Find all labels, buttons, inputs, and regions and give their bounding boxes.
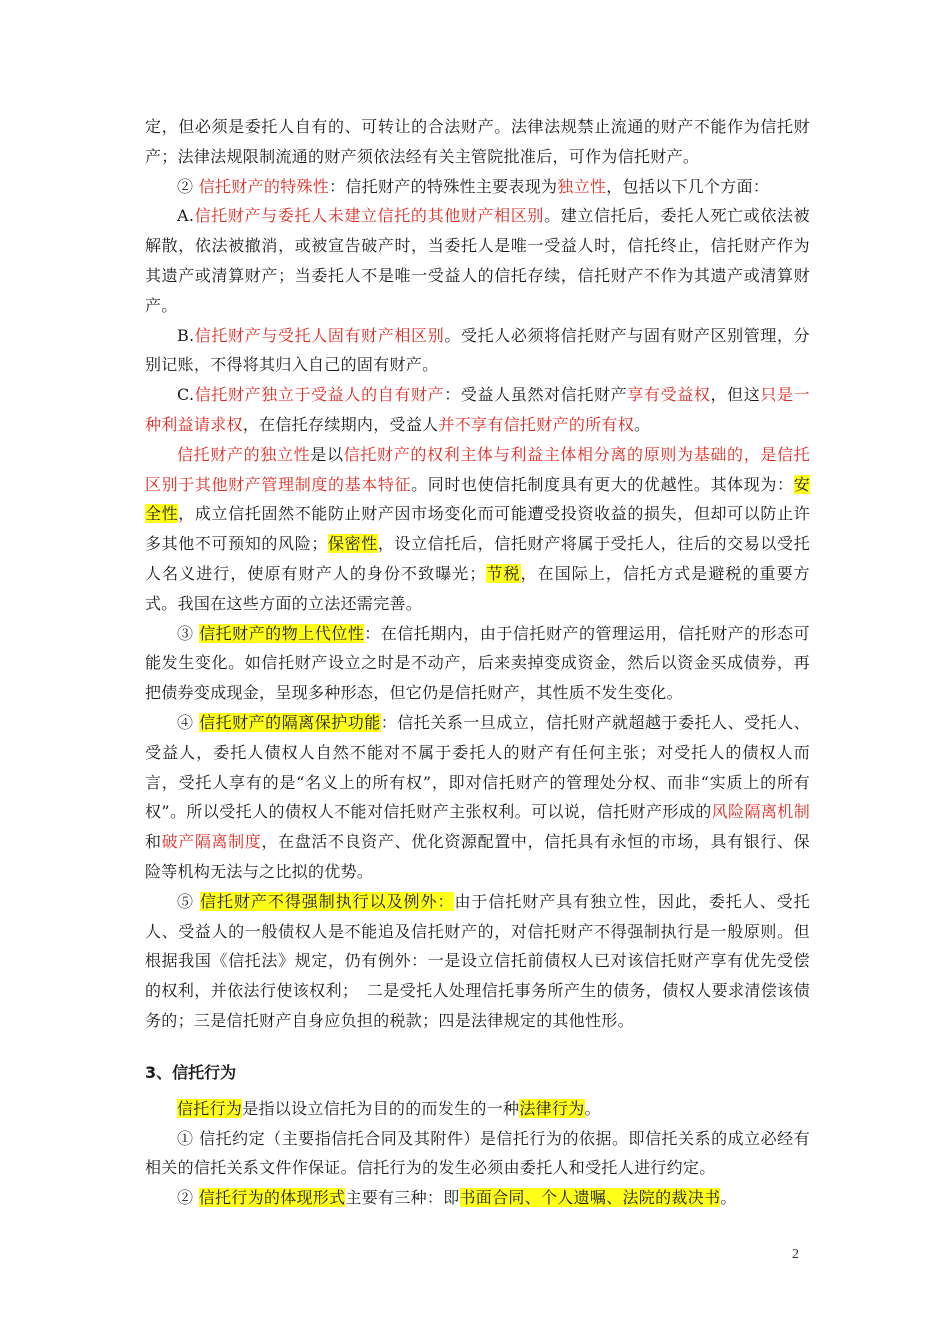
highlight-term: 信托行为 <box>177 1098 243 1118</box>
paragraph-isolation: ④ 信托财产的隔离保护功能：信托关系一旦成立，信托财产就超越于委托人、受托人、受益人，委托人债权人自然不能对不属于委托人的财产有任何主张；对受托人的债权人而言，受托人享有的是“名义上的所有权”，即对信托财产的管理处分权、而非“实质上的所有权”。所以受托人的债权人不能对信托财产主张权利。可以说，信托财产形成的风险隔离机制和破产隔离制度，在盘活不良资产、优化资源配置中，信托具有永恒的市场，具有银行、保险等机构无法与之比拟的优势。 <box>145 712 810 881</box>
red-emphasis: 信托财产独立于受益人的自有财产 <box>194 385 445 405</box>
section-heading-trust-act: 3、信托行为 <box>145 1062 237 1082</box>
page-body <box>145 112 810 1213</box>
paragraph-trust-agreement: ① 信托约定（主要指信托合同及其附件）是信托行为的依据。即信托关系的成立必经有相关的信托关系文件作保证。信托行为的发生必须由委托人和受托人进行约定。 <box>145 1128 810 1178</box>
highlight-confidentiality: 保密性 <box>327 534 378 554</box>
paragraph-enforcement: ⑤ 信托财产不得强制执行以及例外：由于信托财产具有独立性，因此，委托人、受托人、受益人的一般债权人是不能追及信托财产的，对信托财产不得强制执行是一般原则。但根据我国《信托法》规定，仍有例外：一是设立信托前债权人已对该信托财产享有优先受偿的权利，并依法行使该权利； 二是受托人处理信托事务所产生的债务，债权人要求清偿该债务的；三是信托财产自身应负担的税款；四是法律规定的其他性形。 <box>145 891 810 1030</box>
red-emphasis: 信托财产的特殊性 <box>198 176 330 196</box>
red-emphasis: 享有受益权 <box>627 385 711 405</box>
page-number: 2 <box>792 1247 799 1262</box>
paragraph-property-legality: 定，但必须是委托人自有的、可转让的合法财产。法律法规禁止流通的财产不能作为信托财产；法律法规限制流通的财产须依法经有关主管院批准后，可作为信托财产。 <box>145 117 810 166</box>
paragraph-item-b: B.信托财产与受托人固有财产相区别。受托人必须将信托财产与固有财产区别管理，分别记账，不得将其归入自己的固有财产。 <box>145 325 810 375</box>
red-emphasis: 并不享有信托财产的所有权 <box>438 414 635 434</box>
paragraph-item-a: A.信托财产与委托人未建立信托的其他财产相区别。建立信托后，委托人死亡或依法被解散，依法被撤消，或被宣告破产时，当委托人是唯一受益人时，信托终止，信托财产作为其遗产或清算财产；当委托人不是唯一受益人的信托存续，信托财产不作为其遗产或清算财产。 <box>145 206 810 315</box>
red-emphasis: 独立性 <box>557 176 607 196</box>
red-emphasis: 信托财产与委托人未建立信托的其他财产相区别 <box>194 206 545 226</box>
highlight-term: 信托行为的体现形式 <box>198 1188 346 1208</box>
highlight-tax: 节税 <box>485 563 521 583</box>
highlight-term: 信托财产的隔离保护功能 <box>199 712 381 732</box>
highlight-term: 信托财产不得强制执行以及例外： <box>200 891 455 911</box>
red-emphasis: 破产隔离制度 <box>161 832 262 852</box>
red-emphasis: 信托财产与受托人固有财产相区别 <box>194 325 445 345</box>
red-emphasis: 信托财产的独立性 <box>177 444 311 464</box>
highlight-safety: 安全性 <box>145 474 810 524</box>
paragraph-trust-act-definition: 信托行为是指以设立信托为目的的而发生的一种法律行为。 <box>177 1098 601 1118</box>
highlight-term: 信托财产的物上代位性 <box>199 623 365 643</box>
highlight-term: 书面合同、个人遗嘱、法院的裁决书 <box>459 1188 721 1208</box>
paragraph-independence: 信托财产的独立性是以信托财产的权利主体与利益主体相分离的原则为基础的，是信托区别于其他财产管理制度的基本特征。同时也使信托制度具有更大的优越性。其体现为：安全性，成立信托固然不能防止财产因市场变化而可能遭受投资收益的损失，但却可以防止许多其他不可预知的风险；保密性，设立信托后，信托财产将属于受托人，往后的交易以受托人名义进行，使原有财产人的身份不致曝光；节税，在国际上，信托方式是避税的重要方式。我国在这些方面的立法还需完善。 <box>145 444 811 613</box>
paragraph-item-c: C.信托财产独立于受益人的自有财产：受益人虽然对信托财产享有受益权，但这只是一种利益请求权，在信托存续期内，受益人并不享有信托财产的所有权。 <box>145 385 810 434</box>
paragraph-property-specialty: ② 信托财产的特殊性：信托财产的特殊性主要表现为独立性，包括以下几个方面： <box>177 176 770 196</box>
red-emphasis: 只是一种利益请求权 <box>145 385 810 434</box>
red-emphasis: 信托财产的权利主体与利益主体相分离的原则为基础的，是信托区别于其他财产管理制度的基本特征 <box>145 444 810 494</box>
red-emphasis: 风险隔离机制 <box>711 802 810 822</box>
highlight-term: 法律行为 <box>519 1098 585 1118</box>
paragraph-subrogation: ③ 信托财产的物上代位性：在信托期内，由于信托财产的管理运用，信托财产的形态可能发生变化。如信托财产设立之时是不动产，后来卖掉变成资金，然后以资金买成债券，再把债券变成现金，呈现多种形态，但它仍是信托财产，其性质不发生变化。 <box>145 623 810 703</box>
paragraph-trust-forms: ② 信托行为的体现形式主要有三种：即书面合同、个人遗嘱、法院的裁决书。 <box>177 1188 737 1208</box>
